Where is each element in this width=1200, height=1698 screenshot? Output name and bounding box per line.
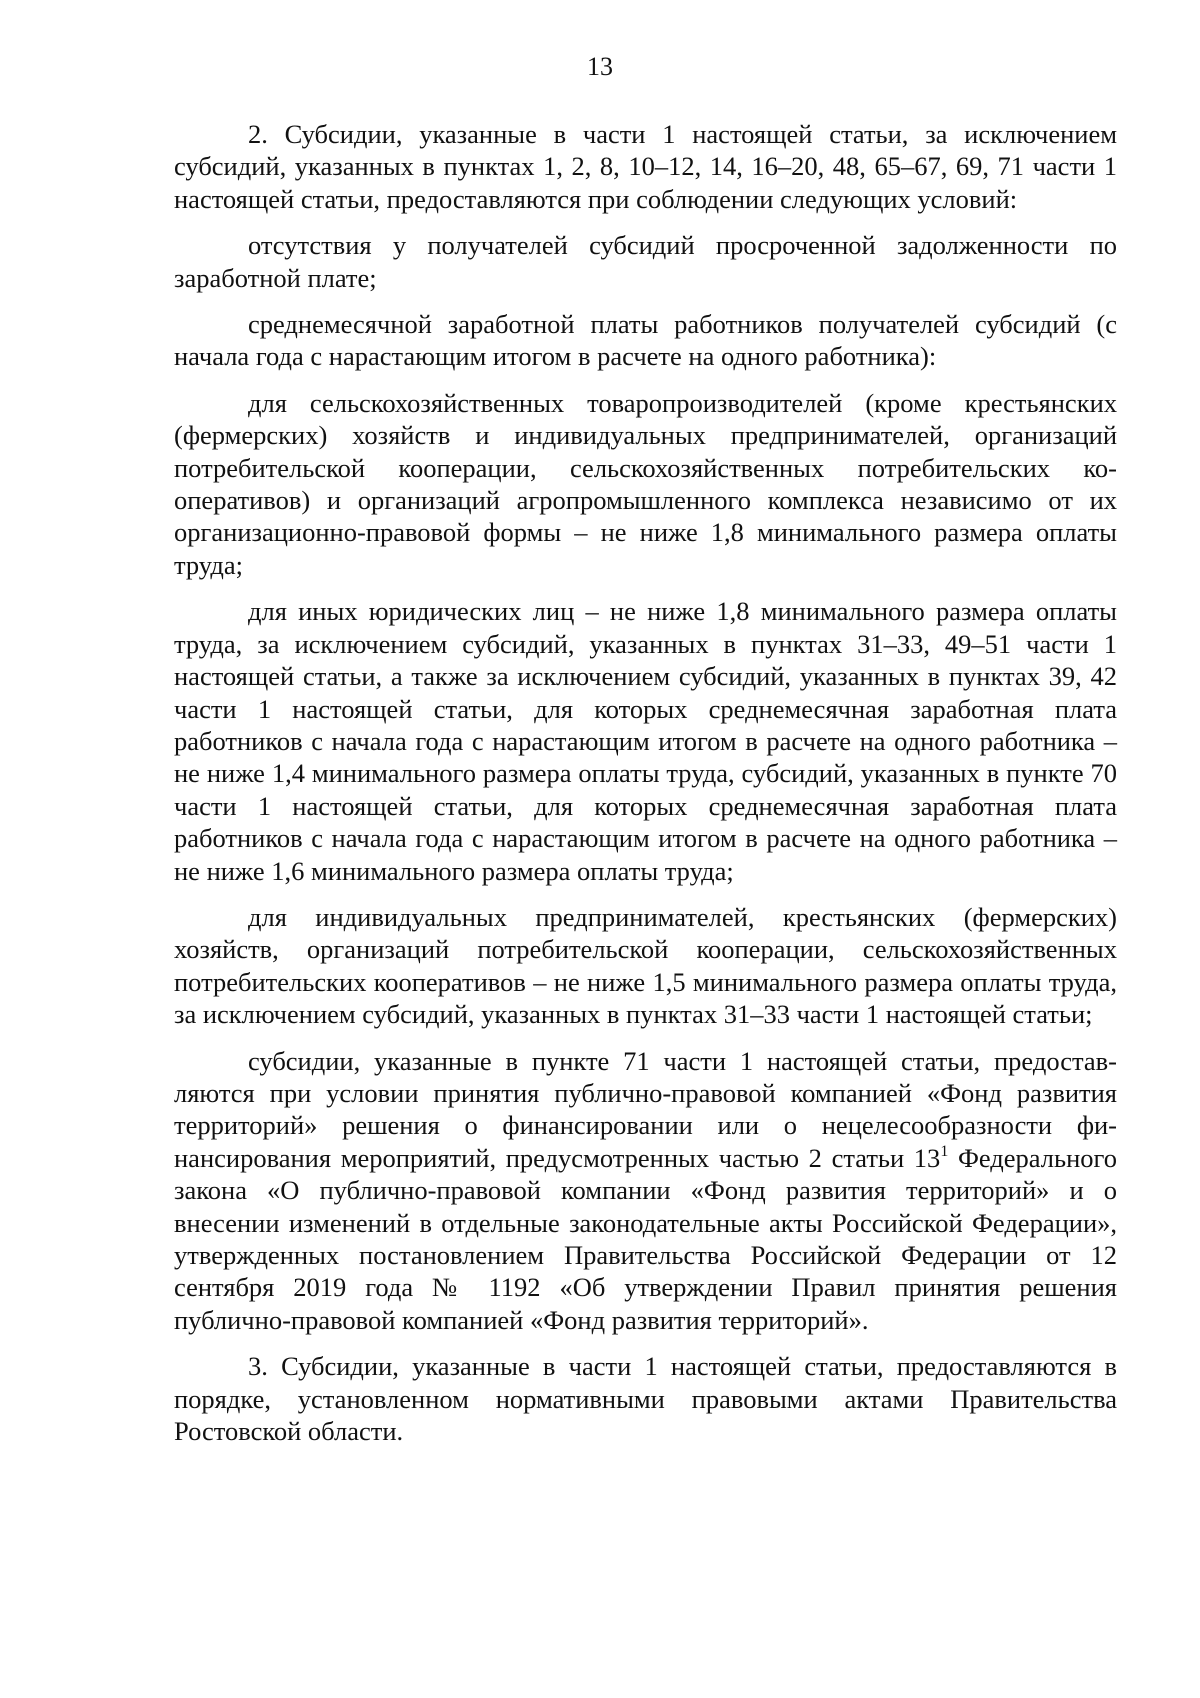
page-number: 13 [587,52,613,81]
paragraph-average-monthly-wage: среднемесячной заработной платы работников получателей субсидий (с начала года с нарастающим итогом в расчете на одного работника): [174,309,1117,372]
paragraph-2-subsidy-conditions: 2. Субсидии, указанные в части 1 настоящей статьи, за исключением субсидий, указанных в пунктах 1, 2, 8, 10–12, 14, 16–20, 48, 65–67, 69, 71 части 1 настоящей статьи, предоставляются при соблюдении следующих условий: [174,119,1117,214]
paragraph-other-legal-entities: для иных юридических лиц – не ниже 1,8 минимального размера оплаты труда, за исключением субсидий, указанных в пунктах 31–33, 49–51 части 1 настоящей статьи, а также за исключением субсидий, указанных в пунктах 39, 42 части 1 настоящей статьи, для которых среднемесячная заработная плата работников с начала года с нарастающим итогом в расчете на одного работника – не ниже 1,4 минимального размера оплаты труда, субсидий, указанных в пункте 70 части 1 настоящей статьи, для которых среднемесячная заработная плата работников с начала года с нарастающим итогом в расчете на одного работника – не ниже 1,6 минимального размера оплаты труда; [174,596,1117,886]
paragraph-3-provision-order: 3. Субсидии, указанные в части 1 настоящей статьи, предоставляются в порядке, установленном нормативными правовыми актами Правительства Ростовской области. [174,1351,1117,1447]
paragraph-individual-entrepreneurs: для индивидуальных предпринимателей, крестьянских (фермерских) хозяйств, организаций потребительской кооперации, сельскохозяйственных потребительских кооперативов – не ниже 1,5 минимального размера оплаты труда, за исключением субсидий, указанных в пунктах 31–33 части 1 настоящей статьи; [174,901,1117,1030]
paragraph-subsidies-point-71 [174,1045,1117,1337]
paragraph-text-after-superscript: Федерального закона «О публично-правовой компании «Фонд развития территорий» и о внесении изменений в отдельные законодательные акты Российской Федерации», утвержденных постановлением Правительства Российской Федерации от 12 сентября 2019 года № 1192 «Об утверждении Правил принятия решения публично-правовой компанией «Фонд развития территорий». [174,1142,1117,1335]
article-superscript: 1 [940,1142,949,1160]
paragraph-text-before-superscript: субсидии, указанные в пункте 71 части 1 настоящей статьи, предоставляются при условии принятия публично-правовой компанией «Фонд развития территорий» решения о финансировании или о нецелесообразности финансирования мероприятий, предусмотренных частью 2 статьи 13 [174,1045,1117,1173]
paragraph-no-overdue-wages: отсутствия у получателей субсидий просроченной задолженности по заработной плате; [174,230,1117,293]
document-body [174,118,1117,1447]
paragraph-agricultural-producers: для сельскохозяйственных товаропроизводителей (кроме крестьянских (фермерских) хозяйств и индивидуальных предпринимателей, организаций потребительской кооперации, сельскохозяйственных потребительских кооперативов) и организаций агропромышленного комплекса независимо от их организационно-правовой формы – не ниже 1,8 минимального размера оплаты труда; [174,387,1117,580]
